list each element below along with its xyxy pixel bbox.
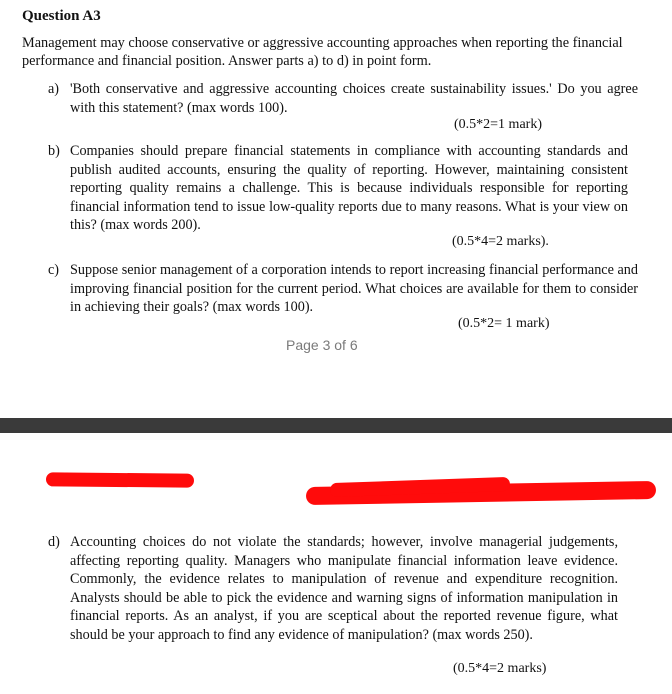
part-a-marks: (0.5*2=1 mark) <box>454 117 542 132</box>
part-d-letter: d) <box>48 534 60 550</box>
part-c-letter: c) <box>48 262 60 278</box>
page-number: Page 3 of 6 <box>286 337 358 353</box>
question-heading: Question A3 <box>22 8 101 24</box>
part-a-letter: a) <box>48 81 60 97</box>
part-c-text: Suppose senior management of a corporation intends to report increasing financial performance and improving financial position for the current period. What choices are available for them to consider in achieving their goals? (max words 100). <box>70 262 638 315</box>
part-c-marks: (0.5*2= 1 mark) <box>458 316 550 331</box>
part-a-text: 'Both conservative and aggressive accounting choices create sustainability issues.' Do you agree with this statement? (max words 100). <box>70 81 638 116</box>
part-b-text: Companies should prepare financial statements in compliance with accounting standards and publish audited accounts, ensuring the quality of reporting. However, maintaining consistent reporting quality remains a challenge. This is because individuals responsible for reporting financial information tend to issue low-quality reports due to many reasons. What is your view on this? (max words 200). <box>70 143 628 233</box>
part-d-marks: (0.5*4=2 marks) <box>453 661 547 676</box>
part-b-marks: (0.5*4=2 marks). <box>452 234 549 249</box>
redaction-mark <box>46 472 194 487</box>
question-intro: Management may choose conservative or aggressive accounting approaches when reporting the financial performance and financial position. Answer parts a) to d) in point form. <box>22 35 623 69</box>
part-b-letter: b) <box>48 143 60 159</box>
page-separator <box>0 418 672 433</box>
part-d-text: Accounting choices do not violate the standards; however, involve managerial judgements, affecting reporting quality. Managers who manipulate financial information leave evidence. Commonly, the evidence relates to manipulation of revenue and expenditure recognition. Analysts should be able to pick the evidence and warning signs of information manipulation in financial reports. As an analyst, if you are sceptical about the reported revenue figure, what should be your approach to find any evidence of manipulation? (max words 250). <box>70 534 618 643</box>
